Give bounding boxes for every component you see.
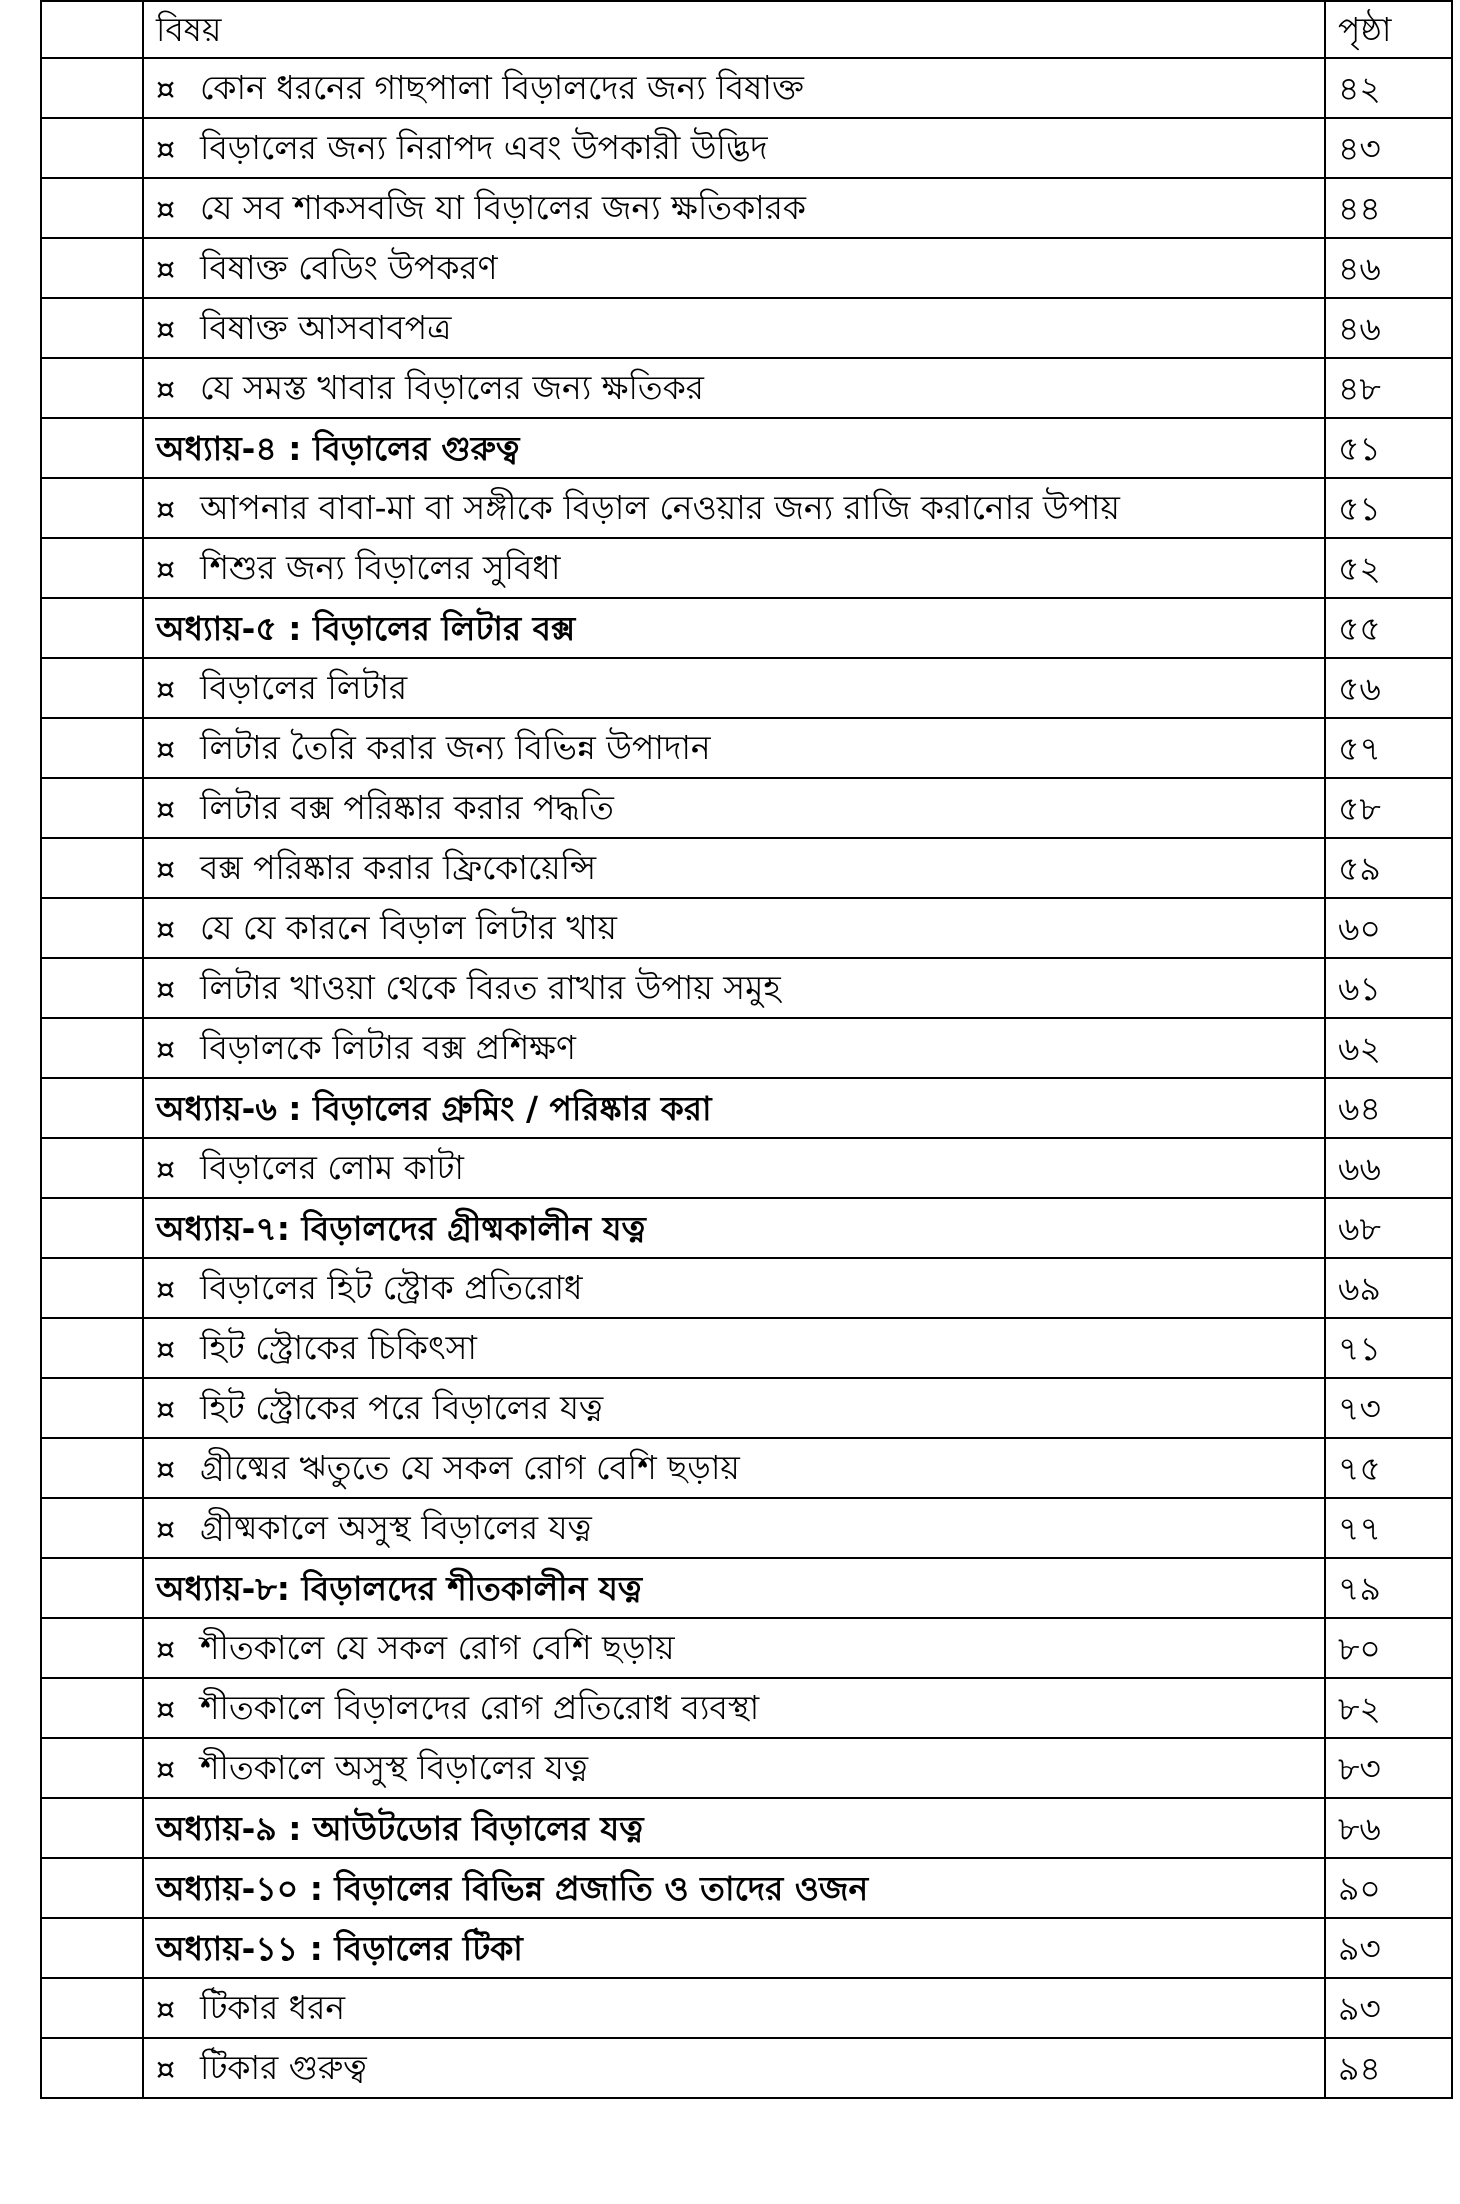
topic-row <box>41 1258 1452 1318</box>
topic-row <box>41 718 1452 778</box>
index-cell <box>41 1618 143 1678</box>
topic-entry <box>143 1978 1325 2038</box>
page-number: ৭১ <box>1325 1318 1452 1378</box>
page-number: ৬৮ <box>1325 1198 1452 1258</box>
index-cell <box>41 478 143 538</box>
index-cell <box>41 178 143 238</box>
topic-row <box>41 1618 1452 1678</box>
page-number: ৯৩ <box>1325 1918 1452 1978</box>
topic-text: বিষাক্ত আসবাবপত্র <box>200 308 452 347</box>
index-cell <box>41 358 143 418</box>
topic-entry <box>143 178 1325 238</box>
page-number: ৮২ <box>1325 1678 1452 1738</box>
index-cell <box>41 298 143 358</box>
page-header: পৃষ্ঠা <box>1325 1 1452 58</box>
bullet-icon: ¤ <box>156 1752 176 1787</box>
index-cell <box>41 1858 143 1918</box>
index-cell <box>41 1378 143 1438</box>
topic-text: যে সব শাকসবজি যা বিড়ালের জন্য ক্ষতিকারক <box>200 188 806 227</box>
topic-row <box>41 1978 1452 2038</box>
topic-entry <box>143 1498 1325 1558</box>
topic-entry <box>143 478 1325 538</box>
topic-text: বক্স পরিষ্কার করার ফ্রিকোয়েন্সি <box>200 848 597 887</box>
chapter-row <box>41 1198 1452 1258</box>
topic-entry <box>143 1438 1325 1498</box>
topic-entry <box>143 1258 1325 1318</box>
page-number: ৫৯ <box>1325 838 1452 898</box>
bullet-icon: ¤ <box>156 1692 176 1727</box>
chapter-title <box>143 1078 1325 1138</box>
index-cell <box>41 1018 143 1078</box>
index-cell <box>41 898 143 958</box>
topic-row <box>41 1138 1452 1198</box>
topic-row <box>41 658 1452 718</box>
index-cell <box>41 1498 143 1558</box>
page-number: ৬৪ <box>1325 1078 1452 1138</box>
page-number: ৬১ <box>1325 958 1452 1018</box>
topic-text: আপনার বাবা-মা বা সঙ্গীকে বিড়াল নেওয়ার জন্য রাজি করানোর উপায় <box>200 488 1120 527</box>
bullet-icon: ¤ <box>156 312 176 347</box>
page-number: ৭৯ <box>1325 1558 1452 1618</box>
topic-text: লিটার খাওয়া থেকে বিরত রাখার উপায় সমুহ <box>200 968 781 1007</box>
topic-entry <box>143 958 1325 1018</box>
index-cell <box>41 1558 143 1618</box>
chapter-title <box>143 418 1325 478</box>
topic-text: অধ্যায়-৮: বিড়ালদের শীতকালীন যত্ন <box>156 1568 643 1608</box>
bullet-icon: ¤ <box>156 1992 176 2027</box>
chapter-title <box>143 1198 1325 1258</box>
index-cell <box>41 2038 143 2098</box>
topic-header: বিষয় <box>143 1 1325 58</box>
bullet-icon: ¤ <box>156 252 176 287</box>
topic-text: বিড়ালকে লিটার বক্স প্রশিক্ষণ <box>200 1028 576 1067</box>
page-number: ৮০ <box>1325 1618 1452 1678</box>
index-cell <box>41 1318 143 1378</box>
table-of-contents <box>40 0 1453 2099</box>
bullet-icon: ¤ <box>156 1152 176 1187</box>
bullet-icon: ¤ <box>156 132 176 167</box>
toc-header-row <box>41 1 1452 58</box>
topic-text: অধ্যায়-১১ : বিড়ালের টিকা <box>156 1928 523 1968</box>
page-number: ৮৩ <box>1325 1738 1452 1798</box>
bullet-icon: ¤ <box>156 912 176 947</box>
topic-text: অধ্যায়-৫ : বিড়ালের লিটার বক্স <box>156 608 576 648</box>
topic-entry <box>143 118 1325 178</box>
page-number: ৯৪ <box>1325 2038 1452 2098</box>
topic-text: শিশুর জন্য বিড়ালের সুবিধা <box>200 548 561 587</box>
bullet-icon: ¤ <box>156 1632 176 1667</box>
bullet-icon: ¤ <box>156 2052 176 2087</box>
topic-text: গ্রীষ্মের ঋতুতে যে সকল রোগ বেশি ছড়ায় <box>200 1448 740 1487</box>
topic-row <box>41 1498 1452 1558</box>
topic-text: হিট স্ট্রোকের চিকিৎসা <box>200 1328 477 1367</box>
topic-row <box>41 1678 1452 1738</box>
topic-entry <box>143 2038 1325 2098</box>
index-cell <box>41 1 143 58</box>
topic-text: যে সমস্ত খাবার বিড়ালের জন্য ক্ষতিকর <box>200 368 704 407</box>
page-number: ৭৩ <box>1325 1378 1452 1438</box>
topic-text: বিষাক্ত বেডিং উপকরণ <box>200 248 498 287</box>
page-number: ৪৪ <box>1325 178 1452 238</box>
topic-row <box>41 1738 1452 1798</box>
index-cell <box>41 1678 143 1738</box>
topic-row <box>41 958 1452 1018</box>
topic-text: গ্রীষ্মকালে অসুস্থ বিড়ালের যত্ন <box>200 1508 592 1547</box>
topic-row <box>41 238 1452 298</box>
bullet-icon: ¤ <box>156 72 176 107</box>
bullet-icon: ¤ <box>156 492 176 527</box>
toc-body <box>41 1 1452 2098</box>
topic-text: অধ্যায়-৪ : বিড়ালের গুরুত্ব <box>156 428 520 468</box>
index-cell <box>41 58 143 118</box>
page-number: ৫১ <box>1325 418 1452 478</box>
chapter-title <box>143 598 1325 658</box>
topic-text: লিটার বক্স পরিষ্কার করার পদ্ধতি <box>200 788 614 827</box>
topic-text: কোন ধরনের গাছপালা বিড়ালদের জন্য বিষাক্ত <box>200 68 804 107</box>
topic-entry <box>143 658 1325 718</box>
topic-entry <box>143 538 1325 598</box>
page-number: ৯০ <box>1325 1858 1452 1918</box>
chapter-row <box>41 1798 1452 1858</box>
index-cell <box>41 1438 143 1498</box>
chapter-row <box>41 1558 1452 1618</box>
topic-row <box>41 538 1452 598</box>
topic-row <box>41 1378 1452 1438</box>
topic-text: অধ্যায়-৭: বিড়ালদের গ্রীষ্মকালীন যত্ন <box>156 1208 646 1248</box>
topic-text: অধ্যায়-১০ : বিড়ালের বিভিন্ন প্রজাতি ও তাদের ওজন <box>156 1868 869 1908</box>
index-cell <box>41 118 143 178</box>
topic-entry <box>143 1378 1325 1438</box>
index-cell <box>41 1978 143 2038</box>
page-number: ৭৭ <box>1325 1498 1452 1558</box>
index-cell <box>41 658 143 718</box>
topic-text: টিকার গুরুত্ব <box>200 2048 367 2087</box>
topic-text: শীতকালে যে সকল রোগ বেশি ছড়ায় <box>200 1628 675 1667</box>
page-number: ৬০ <box>1325 898 1452 958</box>
bullet-icon: ¤ <box>156 552 176 587</box>
topic-text: শীতকালে অসুস্থ বিড়ালের যত্ন <box>200 1748 589 1787</box>
page-number: ৫৫ <box>1325 598 1452 658</box>
bullet-icon: ¤ <box>156 732 176 767</box>
topic-entry <box>143 1738 1325 1798</box>
index-cell <box>41 238 143 298</box>
bullet-icon: ¤ <box>156 1512 176 1547</box>
page-number: ৫২ <box>1325 538 1452 598</box>
topic-entry <box>143 778 1325 838</box>
index-cell <box>41 1738 143 1798</box>
topic-entry <box>143 1678 1325 1738</box>
topic-text: লিটার তৈরি করার জন্য বিভিন্ন উপাদান <box>200 728 711 767</box>
topic-entry <box>143 298 1325 358</box>
index-cell <box>41 778 143 838</box>
topic-text: বিড়ালের লোম কাটা <box>200 1148 464 1187</box>
page-number: ৬২ <box>1325 1018 1452 1078</box>
chapter-row <box>41 418 1452 478</box>
topic-entry <box>143 1138 1325 1198</box>
bullet-icon: ¤ <box>156 1392 176 1427</box>
page-number: ৯৩ <box>1325 1978 1452 2038</box>
bullet-icon: ¤ <box>156 972 176 1007</box>
chapter-row <box>41 598 1452 658</box>
page-number: ৪৩ <box>1325 118 1452 178</box>
chapter-row <box>41 1078 1452 1138</box>
topic-row <box>41 58 1452 118</box>
chapter-title <box>143 1858 1325 1918</box>
topic-row <box>41 118 1452 178</box>
topic-row <box>41 898 1452 958</box>
topic-text: অধ্যায়-৬ : বিড়ালের গ্রুমিং / পরিষ্কার করা <box>156 1088 712 1128</box>
topic-row <box>41 2038 1452 2098</box>
index-cell <box>41 1798 143 1858</box>
bullet-icon: ¤ <box>156 1032 176 1067</box>
topic-text: শীতকালে বিড়ালদের রোগ প্রতিরোধ ব্যবস্থা <box>200 1688 760 1727</box>
bullet-icon: ¤ <box>156 672 176 707</box>
page-number: ৬৬ <box>1325 1138 1452 1198</box>
page-number: ৫৮ <box>1325 778 1452 838</box>
bullet-icon: ¤ <box>156 372 176 407</box>
topic-row <box>41 178 1452 238</box>
index-cell <box>41 1258 143 1318</box>
index-cell <box>41 1078 143 1138</box>
page-number: ৫৭ <box>1325 718 1452 778</box>
bullet-icon: ¤ <box>156 1332 176 1367</box>
page-number: ৬৯ <box>1325 1258 1452 1318</box>
topic-row <box>41 838 1452 898</box>
index-cell <box>41 958 143 1018</box>
bullet-icon: ¤ <box>156 1452 176 1487</box>
index-cell <box>41 538 143 598</box>
index-cell <box>41 1198 143 1258</box>
topic-text: বিড়ালের হিট স্ট্রোক প্রতিরোধ <box>200 1268 583 1307</box>
chapter-title <box>143 1798 1325 1858</box>
bullet-icon: ¤ <box>156 192 176 227</box>
page-number: ৪৮ <box>1325 358 1452 418</box>
topic-row <box>41 778 1452 838</box>
page-number: ৮৬ <box>1325 1798 1452 1858</box>
topic-row <box>41 1018 1452 1078</box>
bullet-icon: ¤ <box>156 792 176 827</box>
bullet-icon: ¤ <box>156 852 176 887</box>
chapter-title <box>143 1918 1325 1978</box>
chapter-row <box>41 1858 1452 1918</box>
index-cell <box>41 838 143 898</box>
topic-entry <box>143 58 1325 118</box>
topic-row <box>41 1318 1452 1378</box>
topic-entry <box>143 1018 1325 1078</box>
index-cell <box>41 1918 143 1978</box>
page-number: ৪৬ <box>1325 238 1452 298</box>
bullet-icon: ¤ <box>156 1272 176 1307</box>
topic-entry <box>143 238 1325 298</box>
topic-row <box>41 1438 1452 1498</box>
chapter-title <box>143 1558 1325 1618</box>
page-number: ৪৬ <box>1325 298 1452 358</box>
topic-entry <box>143 838 1325 898</box>
page-number: ৫৬ <box>1325 658 1452 718</box>
index-cell <box>41 418 143 478</box>
topic-row <box>41 358 1452 418</box>
index-cell <box>41 718 143 778</box>
topic-entry <box>143 1618 1325 1678</box>
topic-entry <box>143 358 1325 418</box>
index-cell <box>41 1138 143 1198</box>
topic-row <box>41 478 1452 538</box>
topic-entry <box>143 898 1325 958</box>
topic-text: বিড়ালের জন্য নিরাপদ এবং উপকারী উদ্ভিদ <box>200 128 768 167</box>
topic-text: অধ্যায়-৯ : আউটডোর বিড়ালের যত্ন <box>156 1808 644 1848</box>
page-number: ৫১ <box>1325 478 1452 538</box>
topic-entry <box>143 718 1325 778</box>
index-cell <box>41 598 143 658</box>
topic-text: টিকার ধরন <box>200 1988 346 2027</box>
page-number: ৭৫ <box>1325 1438 1452 1498</box>
page-number: ৪২ <box>1325 58 1452 118</box>
topic-text: হিট স্ট্রোকের পরে বিড়ালের যত্ন <box>200 1388 604 1427</box>
topic-text: যে যে কারনে বিড়াল লিটার খায় <box>200 908 617 947</box>
topic-entry <box>143 1318 1325 1378</box>
topic-text: বিড়ালের লিটার <box>200 668 408 707</box>
topic-row <box>41 298 1452 358</box>
chapter-row <box>41 1918 1452 1978</box>
